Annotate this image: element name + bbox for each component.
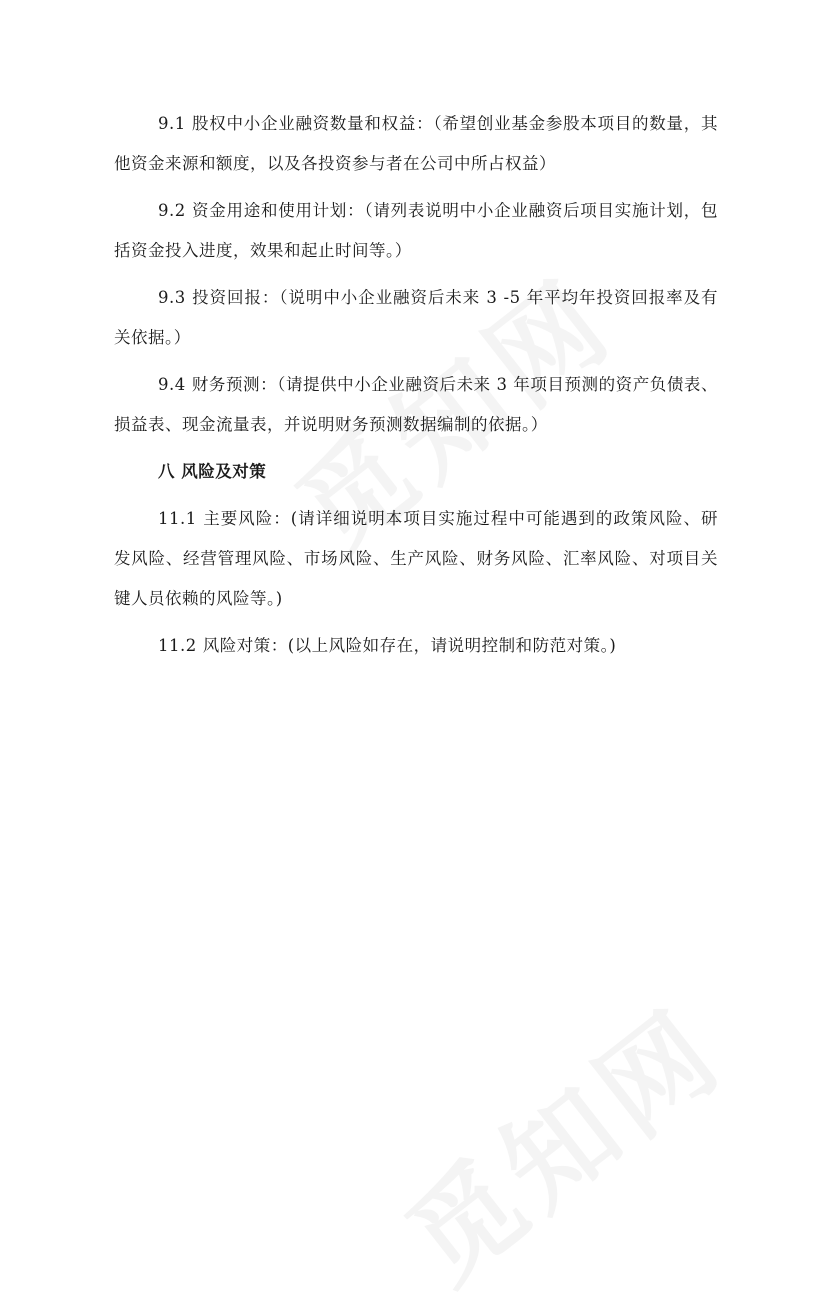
paragraph-9-1 bbox=[114, 104, 718, 184]
paragraph-9-2 bbox=[114, 191, 718, 271]
paragraph-text: 投资回报：（说明中小企业融资后未来 3 -5 年平均年投资回报率及有关依据。） bbox=[114, 288, 718, 347]
paragraph-text: 资金用途和使用计划：（请列表说明中小企业融资后项目实施计划，包括资金投入进度，效果和起止时间等。） bbox=[114, 201, 718, 260]
section-number: 9.2 bbox=[158, 201, 186, 220]
paragraph-text: 风险对策：(以上风险如存在，请说明控制和防范对策。) bbox=[202, 636, 617, 655]
section-number: 9.1 bbox=[158, 114, 186, 133]
paragraph-9-3 bbox=[114, 278, 718, 358]
paragraph-text: 财务预测：（请提供中小企业融资后未来 3 年项目预测的资产负债表、损益表、现金流量表，并说明财务预测数据编制的依据。） bbox=[114, 375, 718, 434]
document-body bbox=[114, 104, 718, 673]
section-number: 9.3 bbox=[158, 288, 186, 307]
section-number: 9.4 bbox=[158, 375, 186, 394]
paragraph-11-2 bbox=[114, 626, 718, 666]
paragraph-9-4 bbox=[114, 365, 718, 445]
paragraph-11-1 bbox=[114, 499, 718, 619]
paragraph-text: 股权中小企业融资数量和权益：（希望创业基金参股本项目的数量，其他资金来源和额度，以及各投资参与者在公司中所占权益） bbox=[114, 114, 718, 173]
section-number: 11.1 bbox=[158, 509, 197, 528]
section-heading-risk: 八 风险及对策 bbox=[158, 462, 267, 481]
paragraph-text: 主要风险：(请详细说明本项目实施过程中可能遇到的政策风险、研发风险、经营管理风险、市场风险、生产风险、财务风险、汇率风险、对项目关键人员依赖的风险等。) bbox=[114, 509, 718, 608]
watermark bbox=[370, 966, 751, 1312]
section-number: 11.2 bbox=[158, 636, 197, 655]
